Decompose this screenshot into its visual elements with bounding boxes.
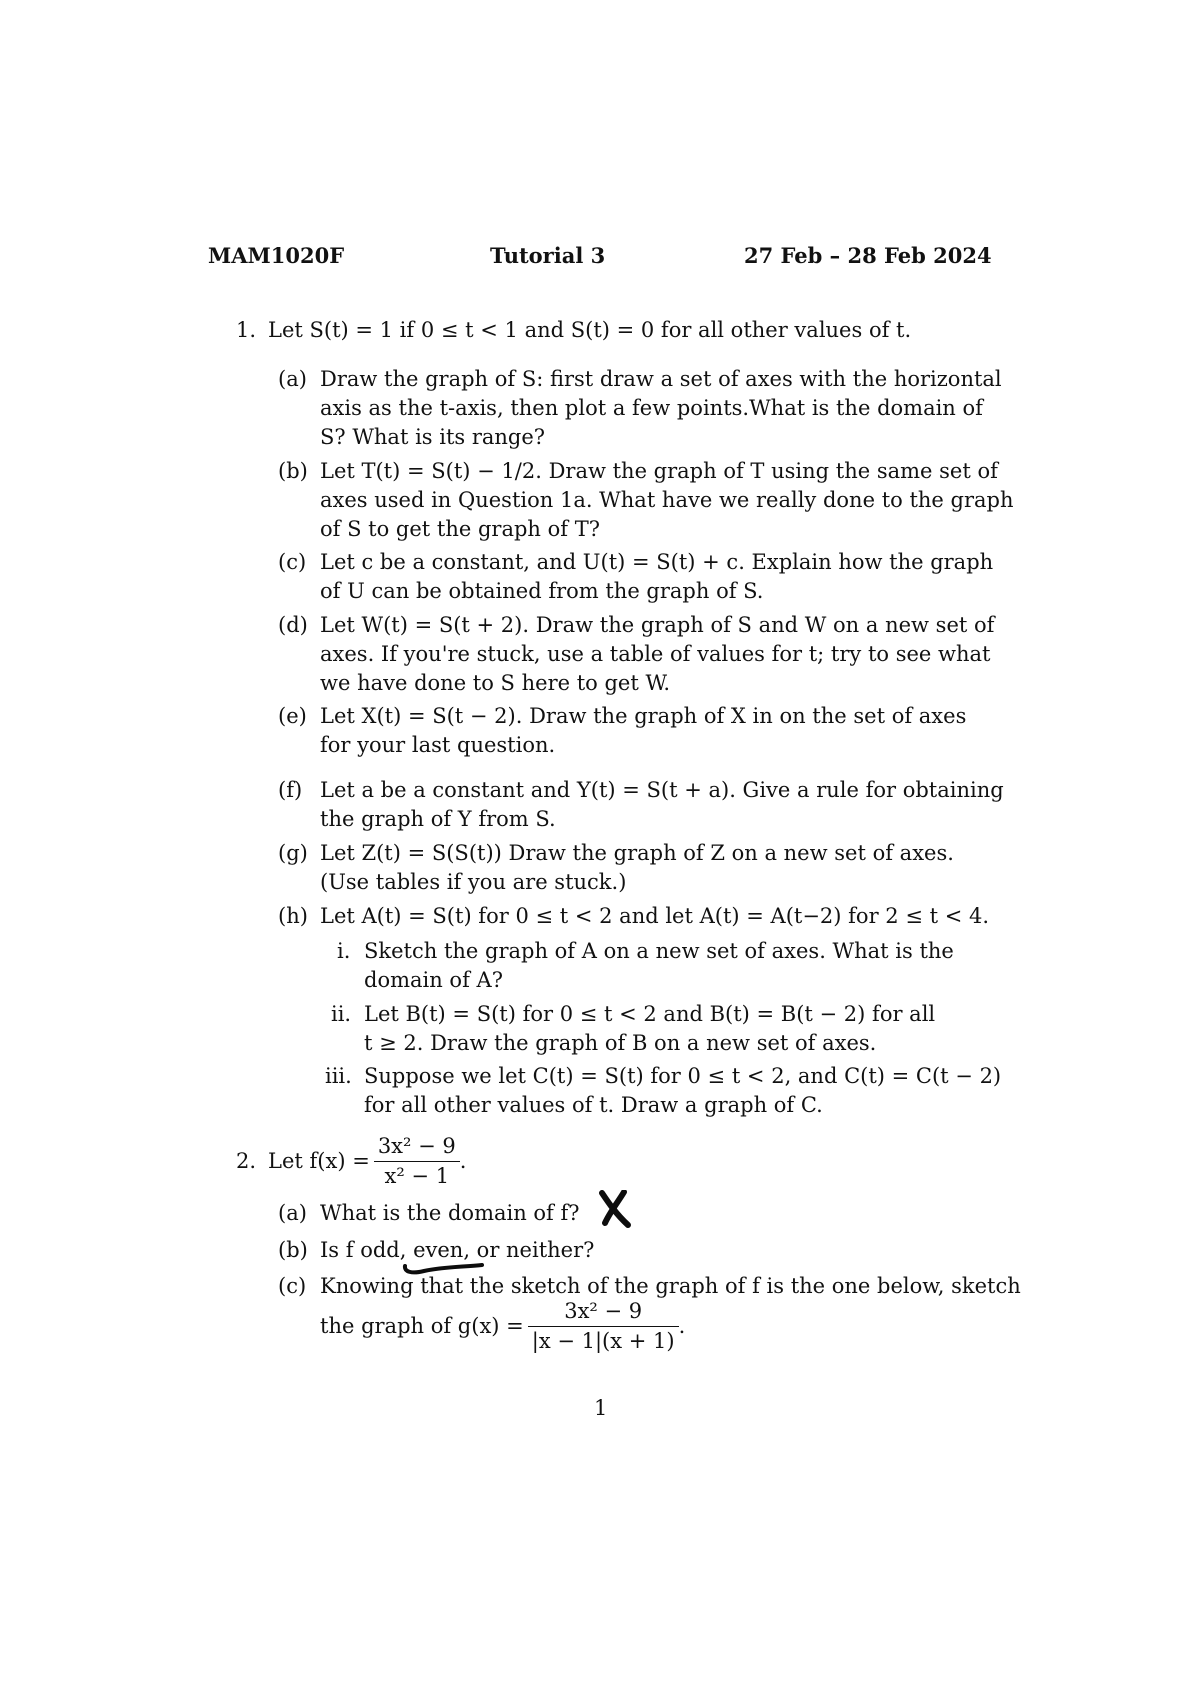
q1f-line: Let a be a constant and Y(t) = S(t + a). Give a rule for obtaining [320,778,1004,802]
q2b-text: Is f odd, even, or neither? [320,1238,595,1262]
q2c-fraction [528,1300,679,1353]
q1a-label: (a) [278,367,307,391]
q2a-label: (a) [278,1201,307,1225]
q1h-i-line: Sketch the graph of A on a new set of axes. What is the [364,939,954,963]
q2b-label: (b) [278,1238,308,1262]
q1h-ii-line: Let B(t) = S(t) for 0 ≤ t < 2 and B(t) = B(t − 2) for all [364,1002,936,1026]
tutorial-title: Tutorial 3 [490,243,606,268]
q1d-line: axes. If you're stuck, use a table of values for t; try to see what [320,642,991,666]
tutorial-dates: 27 Feb – 28 Feb 2024 [744,243,992,268]
q2a-text: What is the domain of f? [320,1201,580,1225]
q1a-line: axis as the t-axis, then plot a few points.What is the domain of [320,396,983,420]
q2c-line1: Knowing that the sketch of the graph of f is the one below, sketch [320,1274,1021,1298]
q1e-line: for your last question. [320,733,556,757]
page-number: 1 [594,1396,608,1420]
q1f-line: the graph of Y from S. [320,807,556,831]
q2-fraction-bar [374,1161,460,1162]
q2-stem-suffix: . [459,1149,467,1174]
q1h-iii-label: iii. [325,1064,352,1088]
q1b-line: of S to get the graph of T? [320,517,600,541]
q1h-iii-line: Suppose we let C(t) = S(t) for 0 ≤ t < 2, and C(t) = C(t − 2) [364,1064,1002,1088]
q1a-line: S? What is its range? [320,425,546,449]
q1a-line: Draw the graph of S: first draw a set of axes with the horizontal [320,367,1002,391]
q1d-label: (d) [278,613,308,637]
q2-stem-prefix: Let f(x) = [268,1149,370,1174]
q1f-label: (f) [278,778,303,802]
q1e-label: (e) [278,704,307,728]
q1h-i-label: i. [337,939,351,963]
q2-number: 2. [236,1149,257,1174]
q1-number: 1. [236,318,257,342]
q2-fraction-denominator: x² − 1 [384,1164,450,1189]
q1h-iii-line: for all other values of t. Draw a graph of C. [364,1093,823,1117]
q1b-line: axes used in Question 1a. What have we really done to the graph [320,488,1014,512]
q2-stem [236,1135,466,1188]
q1g-line: Let Z(t) = S(S(t)) Draw the graph of Z on a new set of axes. [320,841,954,865]
q1h-line: Let A(t) = S(t) for 0 ≤ t < 2 and let A(t) = A(t−2) for 2 ≤ t < 4. [320,904,990,928]
q1c-line: Let c be a constant, and U(t) = S(t) + c. Explain how the graph [320,550,994,574]
q1-stem: Let S(t) = 1 if 0 ≤ t < 1 and S(t) = 0 for all other values of t. [268,318,912,342]
q1h-ii-line: t ≥ 2. Draw the graph of B on a new set of axes. [364,1031,877,1055]
q2-fraction [374,1135,460,1188]
q1d-line: we have done to S here to get W. [320,671,671,695]
q1c-label: (c) [278,550,307,574]
q2c-line2-suffix: . [678,1314,686,1339]
q2c-line2-prefix: the graph of g(x) = [320,1314,524,1339]
q1c-line: of U can be obtained from the graph of S. [320,579,764,603]
q2c-line2 [320,1300,685,1353]
q2c-label: (c) [278,1274,307,1298]
q1e-line: Let X(t) = S(t − 2). Draw the graph of X in on the set of axes [320,704,967,728]
q2-fraction-numerator: 3x² − 9 [377,1134,456,1158]
handwritten-cross-mark [598,1190,632,1228]
q1b-line: Let T(t) = S(t) − 1/2. Draw the graph of T using the same set of [320,459,998,483]
q1g-label: (g) [278,841,308,865]
q1h-ii-label: ii. [331,1002,352,1026]
q2c-fraction-bar [528,1326,679,1327]
q1h-i-line: domain of A? [364,968,503,992]
q1b-label: (b) [278,459,308,483]
course-code: MAM1020F [208,243,345,268]
q2c-fraction-denominator: |x − 1|(x + 1) [531,1329,675,1354]
q2c-fraction-numerator: 3x² − 9 [564,1299,643,1323]
q1h-label: (h) [278,904,308,928]
q1g-line: (Use tables if you are stuck.) [320,870,627,894]
q1d-line: Let W(t) = S(t + 2). Draw the graph of S and W on a new set of [320,613,995,637]
